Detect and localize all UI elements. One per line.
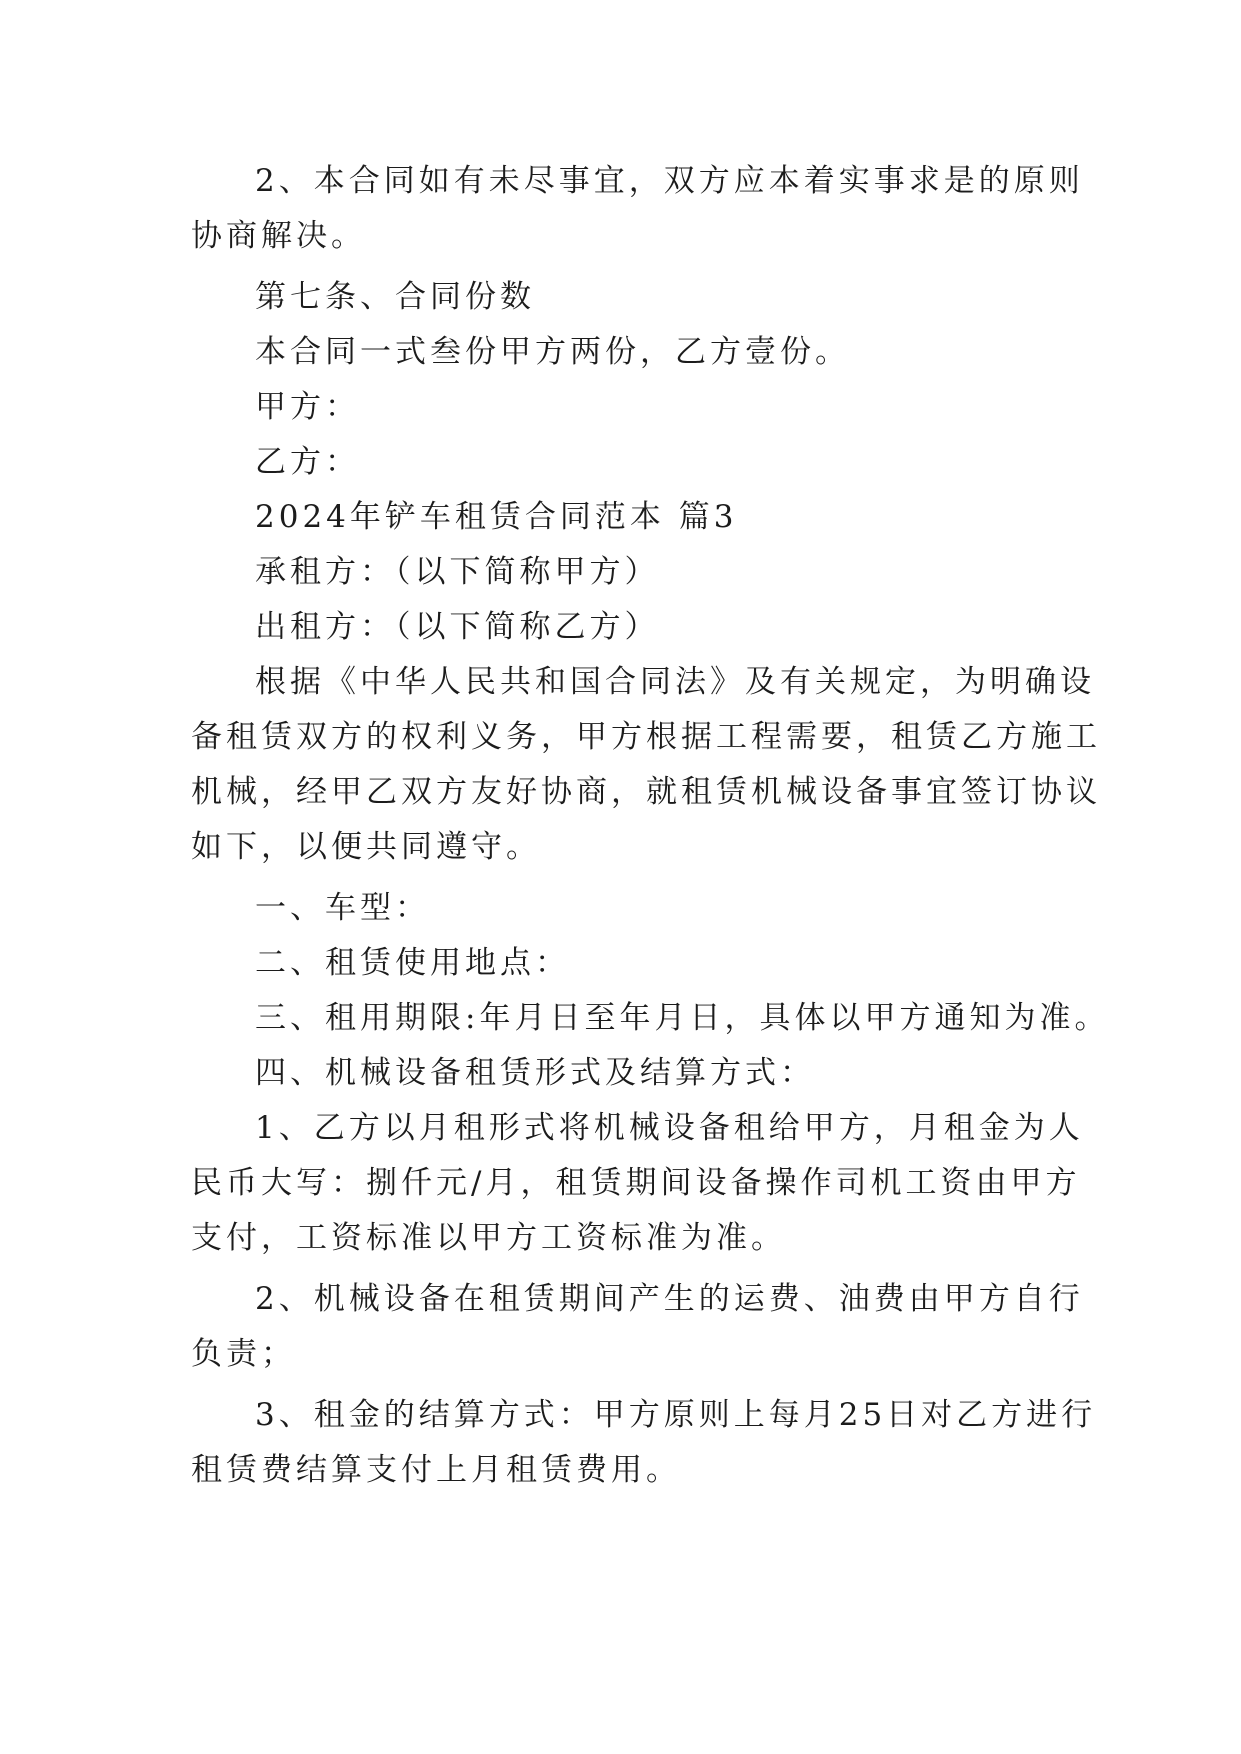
clause-rental-form-heading: 四、机械设备租赁形式及结算方式：	[255, 1055, 815, 1091]
text-line: 民币大写：捌仟元/月，租赁期间设备操作司机工资由甲方	[191, 1165, 1081, 1201]
paragraph-monthly-rent	[191, 1101, 1084, 1266]
text-line: 3、租金的结算方式：甲方原则上每月25日对乙方进行	[255, 1397, 1097, 1433]
lessor-line: 出租方：（以下简称乙方）	[255, 609, 660, 645]
text-line: 2、本合同如有未尽事宜，双方应本着实事求是的原则	[255, 163, 1084, 199]
text-line: 1、乙方以月租形式将机械设备租给甲方，月租金为人	[255, 1110, 1084, 1146]
paragraph-preamble	[191, 655, 1101, 875]
paragraph-clause-2-supplement	[191, 154, 1084, 264]
text-line: 租赁费结算支付上月租赁费用。	[191, 1452, 681, 1488]
paragraph-freight-fuel	[191, 1272, 1084, 1382]
contract-title-part-3: 2024年铲车租赁合同范本 篇3	[255, 499, 738, 535]
clause-rental-period: 三、租用期限:年月日至年月日，具体以甲方通知为准。	[255, 1000, 1110, 1036]
text-line: 如下，以便共同遵守。	[191, 829, 541, 865]
text-line: 2、机械设备在租赁期间产生的运费、油费由甲方自行	[255, 1281, 1084, 1317]
section-heading-article-7: 第七条、合同份数	[255, 279, 535, 315]
clause-vehicle-type: 一、车型：	[255, 890, 430, 926]
document-body	[191, 154, 1110, 1498]
clause-usage-location: 二、租赁使用地点：	[255, 945, 570, 981]
paragraph-copies: 本合同一式叁份甲方两份，乙方壹份。	[255, 334, 850, 370]
text-line: 机械，经甲乙双方友好协商，就租赁机械设备事宜签订协议	[191, 774, 1101, 810]
lessee-line: 承租方：（以下简称甲方）	[255, 554, 660, 590]
text-line: 根据《中华人民共和国合同法》及有关规定，为明确设	[255, 664, 1095, 700]
party-b-signature-line: 乙方：	[255, 444, 360, 480]
text-line: 协商解决。	[191, 218, 366, 254]
paragraph-settlement	[191, 1388, 1097, 1498]
party-a-signature-line: 甲方：	[255, 389, 360, 425]
text-line: 负责；	[191, 1336, 296, 1372]
text-line: 支付，工资标准以甲方工资标准为准。	[191, 1220, 786, 1256]
text-line: 备租赁双方的权利义务，甲方根据工程需要，租赁乙方施工	[191, 719, 1101, 755]
